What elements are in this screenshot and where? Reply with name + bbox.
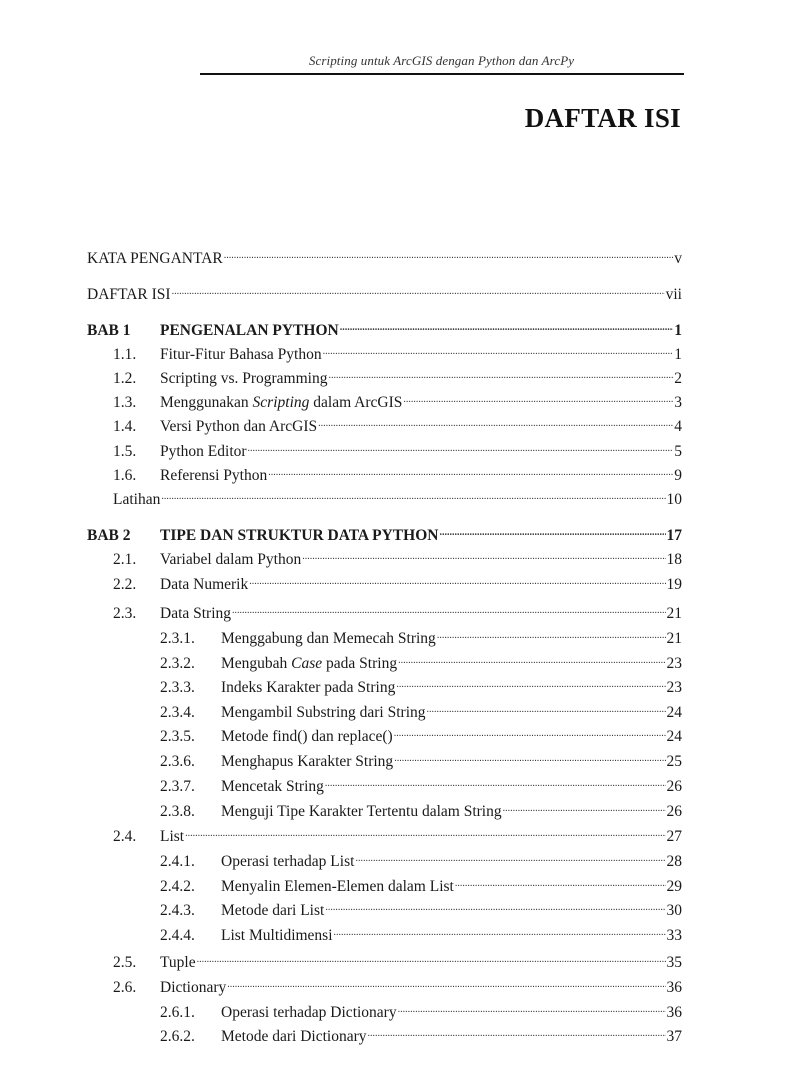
- toc-entry[interactable]: [87, 947, 682, 971]
- toc-entry-title-part: Menggunakan: [160, 394, 253, 411]
- toc-entry-number: 2.3.7.: [160, 778, 195, 795]
- toc-entry[interactable]: [87, 821, 682, 845]
- toc-entry-title-italic: Scripting: [252, 394, 310, 411]
- toc-entry-page-number: 26: [666, 803, 682, 820]
- dot-leader: [161, 484, 665, 504]
- toc-entry-number: 2.3.: [113, 605, 137, 622]
- toc-entry[interactable]: [87, 796, 682, 820]
- running-header: Scripting untuk ArcGIS dengan Python dan ArcPy: [308, 53, 575, 68]
- toc-entry-title: Versi Python dan ArcGIS: [160, 418, 318, 435]
- dot-leader: [227, 972, 665, 992]
- toc-entry-page-number: 25: [666, 753, 682, 770]
- toc-entry-number: 2.4.1.: [160, 853, 195, 870]
- toc-entry[interactable]: [87, 484, 682, 508]
- dot-leader: [398, 997, 666, 1017]
- toc-entry-title: Operasi terhadap Dictionary: [221, 1004, 397, 1021]
- dot-leader: [224, 243, 674, 263]
- toc-entry-title: Menguji Tipe Karakter Tertentu dalam String: [221, 803, 502, 820]
- toc-entry-number: 2.1.: [113, 551, 137, 568]
- dot-leader: [394, 746, 665, 766]
- toc-entry[interactable]: [87, 460, 682, 484]
- toc-entry-title: Mengambil Substring dari String: [221, 704, 426, 721]
- dot-leader: [248, 436, 674, 456]
- toc-entry-number: 1.2.: [113, 370, 137, 387]
- toc-entry-title-part: pada String: [322, 655, 398, 672]
- dot-leader: [355, 846, 665, 866]
- dot-leader: [439, 520, 665, 540]
- toc-entry-page-number: 24: [666, 728, 682, 745]
- dot-leader: [340, 315, 674, 335]
- toc-entry[interactable]: [87, 697, 682, 721]
- toc-entry-number: 2.4.2.: [160, 878, 195, 895]
- toc-entry[interactable]: [87, 623, 682, 647]
- toc-entry-page-number: 18: [666, 551, 682, 568]
- toc-entry[interactable]: [87, 721, 682, 745]
- toc-entry-page-number: v: [674, 250, 682, 267]
- toc-entry[interactable]: [87, 363, 682, 387]
- toc-entry[interactable]: [87, 648, 682, 672]
- toc-entry[interactable]: [87, 846, 682, 870]
- toc-entry-page-number: 3: [674, 394, 682, 411]
- toc-entry[interactable]: [87, 544, 682, 568]
- dot-leader: [268, 460, 673, 480]
- toc-entry-page-number: 36: [666, 979, 682, 996]
- toc-entry-page-number: 33: [666, 927, 682, 944]
- toc-entry-number: BAB 2: [87, 527, 131, 544]
- toc-entry-page-number: 26: [666, 778, 682, 795]
- toc-entry-title-italic: Case: [291, 655, 323, 672]
- toc-entry-number: 2.3.3.: [160, 679, 195, 696]
- toc-entry[interactable]: [87, 387, 682, 411]
- toc-entry-title: List: [160, 828, 185, 845]
- toc-entry-number: 2.3.6.: [160, 753, 195, 770]
- dot-leader: [172, 279, 665, 299]
- toc-entry-title: Data Numerik: [160, 576, 249, 593]
- toc-entry-page-number: 24: [666, 704, 682, 721]
- toc-entry-page-number: vii: [665, 286, 682, 303]
- toc-entry-title: Tuple: [160, 954, 196, 971]
- toc-entry-page-number: 4: [674, 418, 682, 435]
- toc-entry-title: Menggabung dan Memecah String: [221, 630, 436, 647]
- toc-entry-title: Referensi Python: [160, 467, 268, 484]
- dot-leader: [328, 363, 673, 383]
- dot-leader: [318, 411, 673, 431]
- toc-entry-page-number: 10: [666, 491, 682, 508]
- toc-entry-page-number: 2: [674, 370, 682, 387]
- dot-leader: [325, 771, 666, 791]
- toc-entry[interactable]: [87, 339, 682, 363]
- header-rule: [200, 73, 684, 75]
- toc-entry[interactable]: [87, 895, 682, 919]
- dot-leader: [323, 339, 674, 359]
- dot-leader: [403, 387, 673, 407]
- toc-entry-page-number: 28: [666, 853, 682, 870]
- dot-leader: [503, 796, 666, 816]
- dot-leader: [334, 920, 666, 940]
- toc-entry[interactable]: [87, 598, 682, 622]
- toc-entry-title: Dictionary: [160, 979, 227, 996]
- toc-entry-number: 2.3.2.: [160, 655, 195, 672]
- toc-entry-number: 1.1.: [113, 346, 137, 363]
- toc-entry-title-part: Mengubah: [221, 655, 292, 672]
- toc-entry-title: PENGENALAN PYTHON: [160, 322, 339, 339]
- toc-entry-page-number: 37: [666, 1028, 682, 1045]
- toc-entry-title: Metode find() dan replace(): [221, 728, 393, 745]
- toc-entry[interactable]: [87, 771, 682, 795]
- toc-entry-number: 1.6.: [113, 467, 137, 484]
- dot-leader: [232, 598, 665, 618]
- toc-entry-number: 2.6.1.: [160, 1004, 195, 1021]
- dot-leader: [185, 821, 665, 841]
- toc-entry-page-number: 17: [666, 527, 682, 544]
- dot-leader: [197, 947, 666, 967]
- toc-entry-title: Indeks Karakter pada String: [221, 679, 396, 696]
- toc-entry-page-number: 27: [666, 828, 682, 845]
- toc-entry[interactable]: [87, 972, 682, 996]
- toc-entry-number: BAB 1: [87, 322, 131, 339]
- toc-entry[interactable]: [87, 411, 682, 435]
- toc-entry[interactable]: [87, 871, 682, 895]
- dot-leader: [455, 871, 666, 891]
- toc-entry[interactable]: [87, 746, 682, 770]
- toc-entry-page-number: 30: [666, 902, 682, 919]
- toc-entry-number: 1.5.: [113, 443, 137, 460]
- toc-entry-number: 2.3.1.: [160, 630, 195, 647]
- toc-entry-title: TIPE DAN STRUKTUR DATA PYTHON: [160, 527, 439, 544]
- toc-entry-number: 2.2.: [113, 576, 137, 593]
- toc-entry-title: Scripting vs. Programming: [160, 370, 328, 387]
- toc-entry[interactable]: [87, 315, 682, 339]
- dot-leader: [325, 895, 665, 915]
- page-title: DAFTAR ISI: [524, 103, 681, 133]
- toc-entry-number: 2.3.5.: [160, 728, 195, 745]
- toc-entry-title: DAFTAR ISI: [87, 286, 171, 303]
- toc-entry-number: 2.5.: [113, 954, 137, 971]
- dot-leader: [398, 648, 665, 668]
- toc-entry-title: Data String: [160, 605, 232, 622]
- toc-entry-title: Latihan: [113, 491, 161, 508]
- toc-entry-title: Variabel dalam Python: [160, 551, 302, 568]
- toc-entry-number: 2.3.8.: [160, 803, 195, 820]
- toc-entry-number: 2.4.4.: [160, 927, 195, 944]
- toc-entry[interactable]: [87, 243, 682, 267]
- toc-entry-title: Metode dari List: [221, 902, 325, 919]
- toc-entry-title: List Multidimensi: [221, 927, 333, 944]
- toc-entry-title: Fitur-Fitur Bahasa Python: [160, 346, 322, 363]
- toc-entry-title: Menghapus Karakter String: [221, 753, 394, 770]
- toc-entry-number: 2.6.2.: [160, 1028, 195, 1045]
- toc-entry-number: 1.3.: [113, 394, 137, 411]
- toc-entry-title: [160, 393, 402, 413]
- toc-entry-page-number: 1: [674, 322, 682, 339]
- dot-leader: [302, 544, 665, 564]
- toc-entry[interactable]: [87, 920, 682, 944]
- toc-entry[interactable]: [87, 569, 682, 593]
- toc-entry-page-number: 35: [666, 954, 682, 971]
- toc-entry-page-number: 21: [666, 605, 682, 622]
- toc-entry-page-number: 23: [666, 679, 682, 696]
- toc-entry-number: 2.4.: [113, 828, 137, 845]
- toc-entry-page-number: 5: [674, 443, 682, 460]
- toc-entry[interactable]: [87, 1021, 682, 1045]
- toc-entry-title: Operasi terhadap List: [221, 853, 355, 870]
- toc-entry-number: 1.4.: [113, 418, 137, 435]
- toc-entry-page-number: 29: [666, 878, 682, 895]
- toc-entry-page-number: 21: [666, 630, 682, 647]
- dot-leader: [249, 569, 665, 589]
- toc-entry-title: [221, 654, 397, 674]
- toc-entry-title: Python Editor: [160, 443, 247, 460]
- dot-leader: [367, 1021, 665, 1041]
- toc-entry-title: KATA PENGANTAR: [87, 250, 223, 267]
- toc-entry-page-number: 23: [666, 655, 682, 672]
- dot-leader: [437, 623, 666, 643]
- dot-leader: [427, 697, 666, 717]
- toc-entry-title-part: dalam ArcGIS: [309, 394, 403, 411]
- toc-entry-page-number: 36: [666, 1004, 682, 1021]
- dot-leader: [394, 721, 666, 741]
- toc-entry-title: Metode dari Dictionary: [221, 1028, 367, 1045]
- toc-entry[interactable]: [87, 520, 682, 544]
- toc-entry[interactable]: [87, 997, 682, 1021]
- toc-entry-number: 2.3.4.: [160, 704, 195, 721]
- toc-entry-title: Mencetak String: [221, 778, 324, 795]
- toc-entry[interactable]: [87, 279, 682, 303]
- toc-entry[interactable]: [87, 672, 682, 696]
- toc-entry-title: Menyalin Elemen-Elemen dalam List: [221, 878, 454, 895]
- toc-entry-number: 2.6.: [113, 979, 137, 996]
- toc-entry-page-number: 1: [674, 346, 682, 363]
- toc-entry-number: 2.4.3.: [160, 902, 195, 919]
- toc-entry-page-number: 9: [674, 467, 682, 484]
- toc-entry[interactable]: [87, 436, 682, 460]
- toc-entry-page-number: 19: [666, 576, 682, 593]
- dot-leader: [396, 672, 665, 692]
